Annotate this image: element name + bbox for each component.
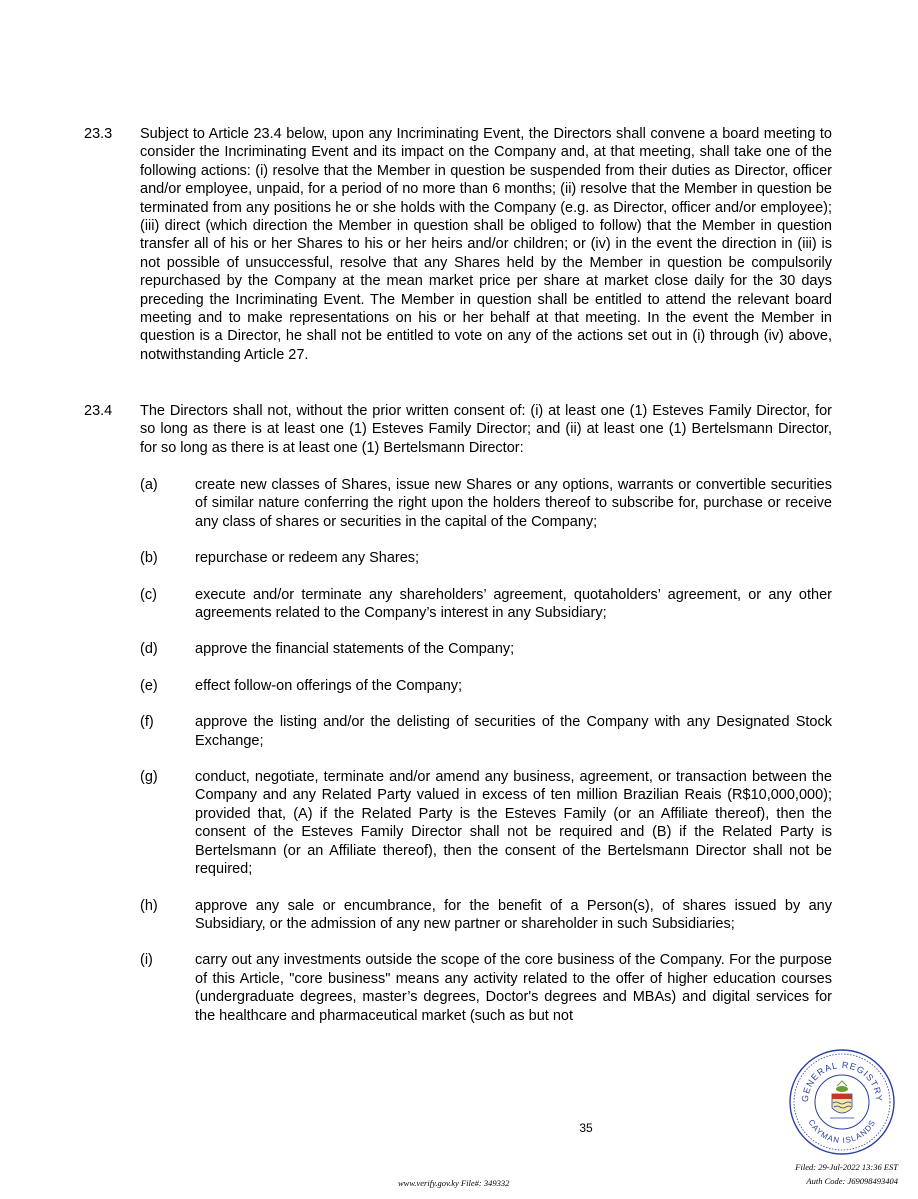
clause-23-4-items — [140, 476, 832, 1043]
page-number: 35 — [579, 1121, 593, 1135]
item-text: create new classes of Shares, issue new Shares or any options, warrants or convertible securities of similar nature conferring the right upon the holders thereof to subscribe for, purchase or receive any class of shares or securities in the capital of the Company; — [195, 477, 832, 530]
item-label: (b) — [140, 550, 158, 567]
item-text: approve the financial statements of the Company; — [195, 641, 515, 658]
item-label: (h) — [140, 897, 158, 914]
item-label: (d) — [140, 641, 158, 658]
auth-code: Auth Code: J69098493404 — [806, 1176, 898, 1186]
seal-top-text: GENERAL REGISTRY — [799, 1059, 885, 1103]
list-item — [140, 640, 832, 658]
item-text: conduct, negotiate, terminate and/or amend any business, agreement, or transaction between the Company and any Related Party valued in excess of ten million Brazilian Reais (R$10,000,000); provided that, (A) if the Related Party is the Esteves Family (or an Affiliate thereof), then the consent of the Esteves Family Director shall not be required and (B) if the Related Party is Bertelsmann (or an Affiliate thereof), then the consent of the Bertelsmann Director shall not be required; — [195, 769, 832, 878]
list-item — [140, 549, 832, 567]
item-text: approve the listing and/or the delisting of securities of the Company with any Designated Stock Exchange; — [195, 714, 832, 749]
seal-bottom-text: CAYMAN ISLANDS — [806, 1118, 878, 1146]
clause-23-3 — [84, 125, 832, 364]
item-label: (g) — [140, 769, 158, 786]
coat-of-arms-icon — [830, 1081, 854, 1118]
filed-date: Filed: 29-Jul-2022 13:36 EST — [795, 1162, 898, 1172]
clause-text: Subject to Article 23.4 below, upon any Incriminating Event, the Directors shall convene a board meeting to consider the Incriminating Event and its impact on the Company and, at that meeting, shall take one of the following actions: (i) resolve that the Member in question be suspended from their duties as Director, officer and/or employee, unpaid, for a period of no more than 6 months; (ii) resolve that the Member in question be terminated from any positions he or she holds with the Company (e.g. as Director, officer and/or employee); (iii) direct (which direction the Member in question shall be obliged to follow) that the Member in question transfer all of his or her Shares to his or her heirs and/or children; or (iv) in the event the direction in (iii) is not possible of unsuccessful, resolve that any Shares held by the Member in question be compulsorily repurchased by the Company at the mean market price per share at market close daily for the 30 days preceding the Incriminating Event. The Member in question shall be entitled to attend the relevant board meeting and to make representations on his or her behalf at that meeting. In the event the Member in question is a Director, he shall not be entitled to vote on any of the actions set out in (i) through (iv) above, notwithstanding Article 27. — [140, 126, 832, 363]
item-label: (i) — [140, 952, 153, 969]
item-text: carry out any investments outside the scope of the core business of the Company. For the purpose of this Article, "core business" means any activity related to the offer of higher education courses (undergraduate degrees, master’s degrees, Doctor's degrees and MBAs) and digital services for the healthcare and pharmaceutical market (such as but not — [195, 952, 832, 1024]
clause-text: The Directors shall not, without the prior written consent of: (i) at least one (1) Esteves Family Director, for so long as there is at least one (1) Esteves Family Director; and (ii) at least one (1) Bertelsmann Director, for so long as there is at least one (1) Bertelsmann Director: — [140, 403, 832, 456]
clause-23-4 — [84, 402, 832, 457]
clause-number: 23.4 — [84, 403, 113, 419]
item-text: approve any sale or encumbrance, for the benefit of a Person(s), of shares issued by any Subsidiary, or the admission of any new partner or shareholder in such Subsidiaries; — [195, 897, 832, 932]
list-item — [140, 713, 832, 750]
item-label: (f) — [140, 714, 154, 731]
verify-link[interactable]: www.verify.gov.ky File#: 349332 — [398, 1178, 510, 1188]
item-text: effect follow-on offerings of the Company; — [195, 677, 463, 694]
list-item — [140, 476, 832, 531]
item-text: repurchase or redeem any Shares; — [195, 550, 420, 567]
item-label: (a) — [140, 477, 158, 493]
list-item — [140, 586, 832, 623]
item-label: (c) — [140, 586, 157, 603]
registry-seal — [788, 1048, 896, 1156]
list-item — [140, 677, 832, 695]
list-item — [140, 897, 832, 934]
item-label: (e) — [140, 677, 158, 694]
list-item — [140, 768, 832, 878]
list-item — [140, 951, 832, 1025]
item-text: execute and/or terminate any shareholders’ agreement, quotaholders’ agreement, or any other agreements related to the Company’s interest in any Subsidiary; — [195, 586, 832, 622]
clause-number: 23.3 — [84, 126, 113, 142]
filing-stamp — [795, 1160, 898, 1188]
